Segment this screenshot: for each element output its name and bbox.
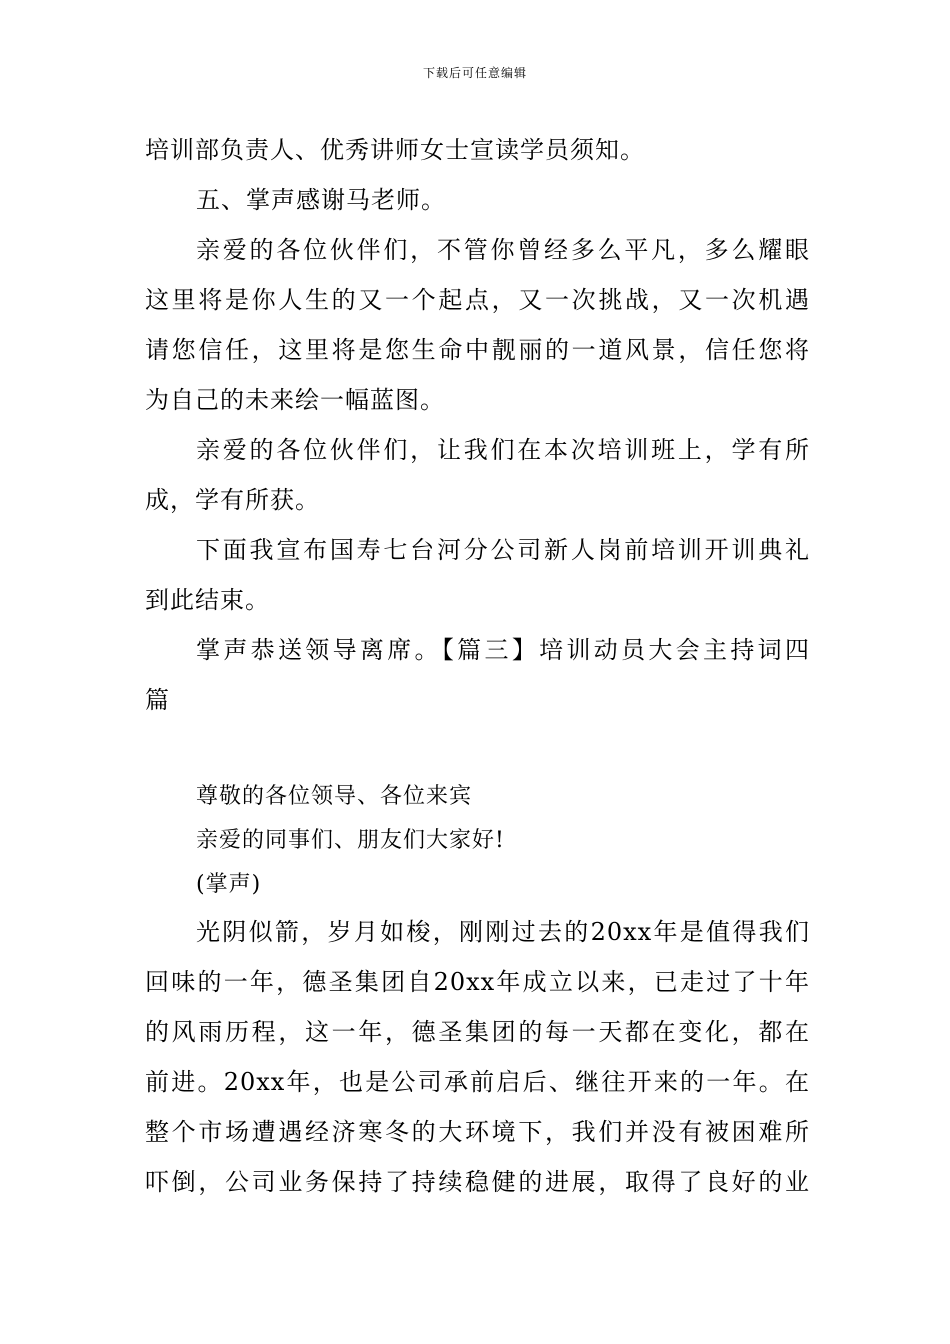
- paragraph-line: 五、掌声感谢马老师。: [196, 186, 446, 214]
- paragraph-line: 掌声恭送领导离席。【篇三】培训动员大会主持词四: [196, 636, 810, 664]
- paragraph-line: 亲爱的同事们、朋友们大家好!: [196, 828, 505, 853]
- paragraph-line: 的风雨历程，这一年，德圣集团的每一天都在变化，都在: [145, 1018, 810, 1046]
- paragraph-line: 请您信任，这里将是您生命中靓丽的一道风景，信任您将: [145, 336, 810, 364]
- paragraph-line: 前进。20xx年，也是公司承前启后、继往开来的一年。在: [145, 1068, 810, 1096]
- paragraph-line: 光阴似箭，岁月如梭，刚刚过去的20xx年是值得我们: [196, 918, 810, 946]
- paragraph-line: 培训部负责人、优秀讲师女士宣读学员须知。: [145, 136, 645, 164]
- paragraph-line: 回味的一年，德圣集团自20xx年成立以来，已走过了十年: [145, 968, 810, 996]
- paragraph-line: 这里将是你人生的又一个起点，又一次挑战，又一次机遇: [145, 286, 810, 314]
- blank-line: [145, 725, 810, 775]
- paragraph-line: 篇: [145, 686, 170, 714]
- paragraph-line: 为自己的未来绘一幅蓝图。: [145, 386, 445, 414]
- paragraph-line: 到此结束。: [145, 586, 270, 614]
- paragraph-line: 成，学有所获。: [145, 486, 320, 514]
- page-header: 下载后可任意编辑: [422, 66, 527, 80]
- paragraph-line: (掌声): [196, 872, 262, 897]
- paragraph-line: 吓倒，公司业务保持了持续稳健的进展，取得了良好的业: [145, 1168, 810, 1196]
- paragraph-line: 尊敬的各位领导、各位来宾: [196, 784, 473, 809]
- paragraph-line: 亲爱的各位伙伴们，不管你曾经多么平凡，多么耀眼: [196, 236, 810, 264]
- paragraph-line: 整个市场遭遇经济寒冬的大环境下，我们并没有被困难所: [145, 1118, 810, 1146]
- paragraph-line: 亲爱的各位伙伴们，让我们在本次培训班上，学有所: [196, 436, 810, 464]
- document-body: [145, 125, 810, 1207]
- paragraph-line: 下面我宣布国寿七台河分公司新人岗前培训开训典礼: [196, 536, 810, 564]
